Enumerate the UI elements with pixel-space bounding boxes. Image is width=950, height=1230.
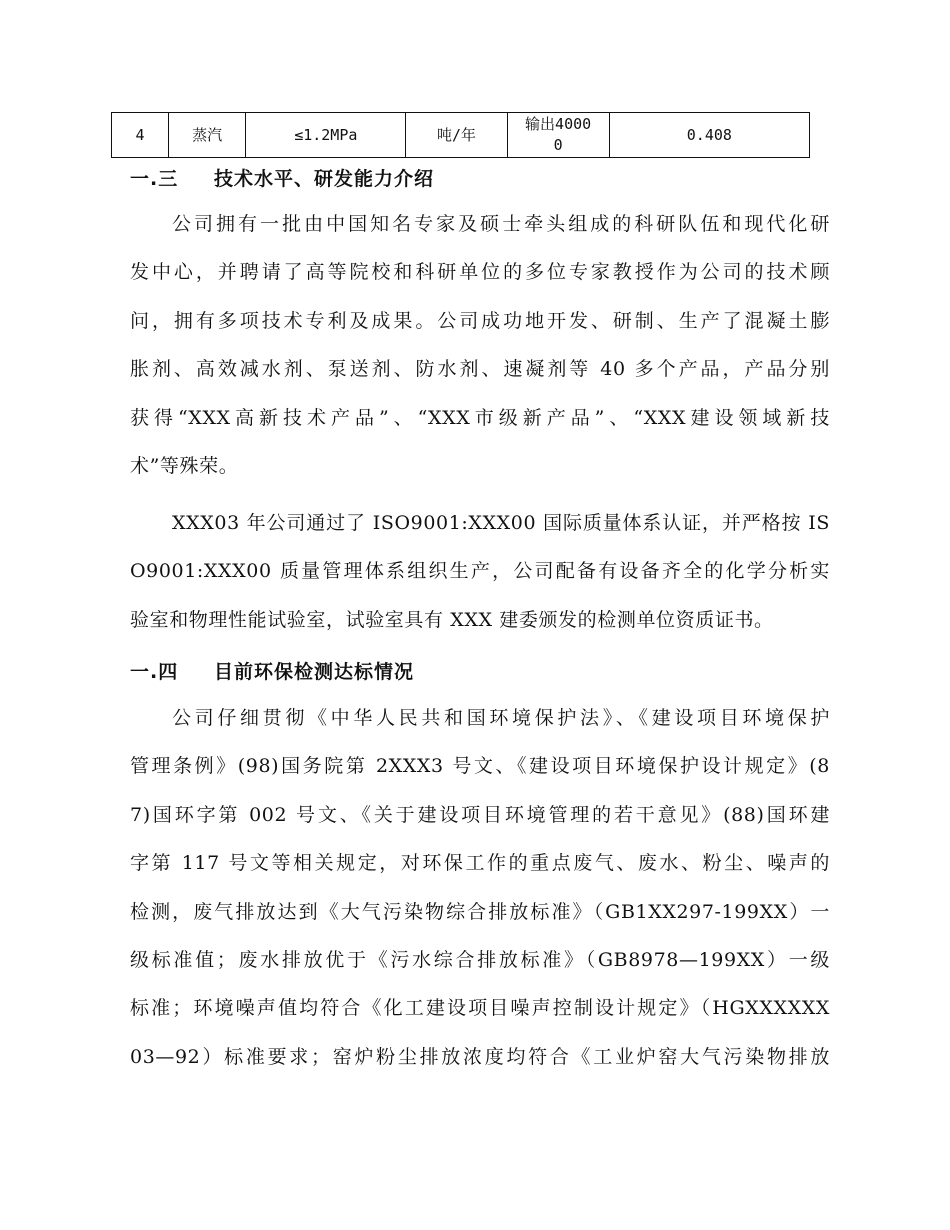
utility-table (111, 112, 810, 158)
text-line: O9001:XXX00 质量管理体系组织生产，公司配备有设备齐全的化学分析实 (130, 560, 830, 583)
row-output-line2: 0 (553, 136, 563, 154)
text-line: 级标准值；废水排放优于《污水综合排放标准》（GB8978—199XX）一级 (130, 948, 830, 971)
text-line: 管理条例》(98)国务院第 2XXX3 号文、《建设项目环境保护设计规定》(8 (130, 755, 830, 778)
row-index: 4 (112, 113, 169, 158)
text-line: 胀剂、高效减水剂、泵送剂、防水剂、速凝剂等 40 多个产品，产品分别 (130, 358, 830, 381)
section-4-heading (130, 657, 414, 684)
section-4-number: 一.四 (130, 661, 179, 683)
text-line: 术”等殊荣。 (130, 454, 239, 477)
row-output (507, 113, 609, 158)
section-3-paragraph-2 (130, 499, 830, 644)
text-line: XXX03 年公司通过了 ISO9001:XXX00 国际质量体系认证，并严格按 IS (172, 512, 830, 534)
section-3-number: 一.三 (130, 168, 179, 190)
row-name: 蒸汽 (169, 113, 246, 158)
row-unit: 吨/年 (406, 113, 507, 158)
text-line: 7)国环字第 002 号文、《关于建设项目环境管理的若干意见》(88)国环建 (130, 803, 830, 826)
section-3-title: 技术水平、研发能力介绍 (214, 168, 435, 190)
table-row (112, 113, 810, 158)
text-line: 03—92）标准要求；窑炉粉尘排放浓度均符合《工业炉窑大气污染物排放 (130, 1045, 830, 1068)
section-4-title: 目前环保检测达标情况 (214, 661, 415, 683)
section-3-paragraph-1 (130, 200, 830, 490)
row-output-line1: 输出4000 (525, 115, 592, 133)
text-line: 检测，废气排放达到《大气污染物综合排放标准》（GB1XX297-199XX）一 (130, 900, 830, 923)
text-line: 标准；环境噪声值均符合《化工建设项目噪声控制设计规定》（HGXXXXXX (130, 997, 830, 1020)
text-line: 字第 117 号文等相关规定，对环保工作的重点废气、废水、粉尘、噪声的 (130, 852, 830, 875)
section-4-paragraph (130, 694, 830, 1081)
text-line: 发中心，并聘请了高等院校和科研单位的多位专家教授作为公司的技术顾 (130, 261, 830, 284)
text-line: 获得“XXX高新技术产品”、“XXX市级新产品”、“XXX建设领域新技 (130, 406, 830, 429)
section-3-heading (130, 164, 434, 191)
row-value: 0.408 (609, 113, 809, 158)
text-line: 公司仔细贯彻《中华人民共和国环境保护法》、《建设项目环境保护 (172, 707, 830, 729)
text-line: 公司拥有一批由中国知名专家及硕士牵头组成的科研队伍和现代化研 (172, 213, 830, 235)
text-line: 问，拥有多项技术专利及成果。公司成功地开发、研制、生产了混凝土膨 (130, 309, 830, 332)
row-spec: ≤1.2MPa (246, 113, 406, 158)
text-line: 验室和物理性能试验室，试验室具有 XXX 建委颁发的检测单位资质证书。 (130, 608, 774, 631)
